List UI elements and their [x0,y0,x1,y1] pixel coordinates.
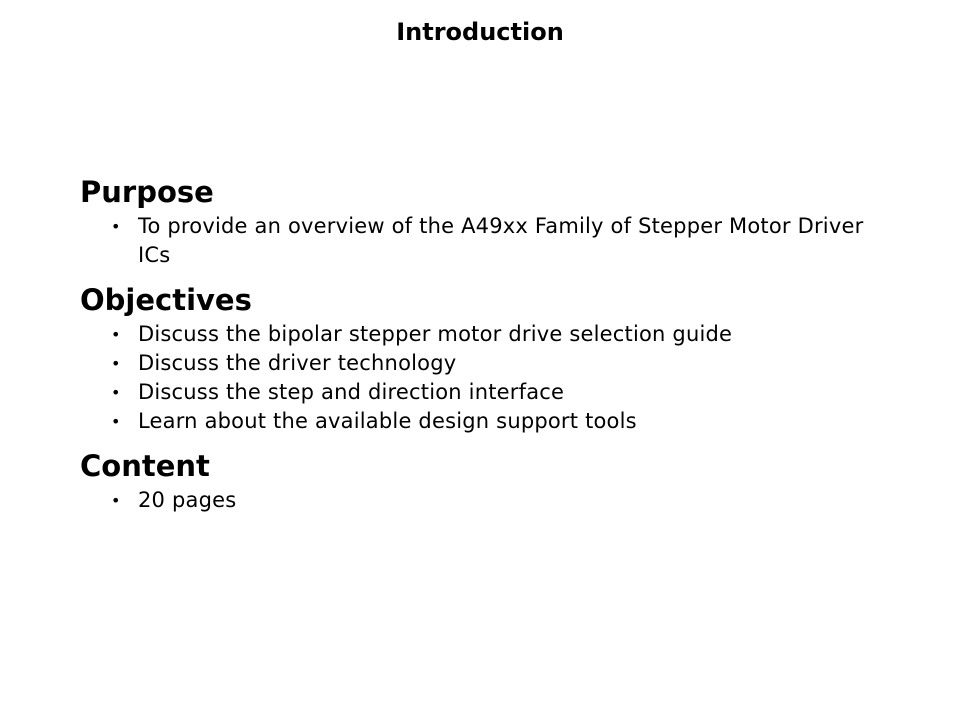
objectives-bullet-list [80,320,900,436]
bullet-icon: • [111,325,121,344]
list-item [80,486,900,515]
bullet-text: 20 pages [138,488,237,512]
section-heading-purpose: Purpose [80,175,214,209]
section-heading-content: Content [80,449,210,483]
list-item [80,349,900,378]
slide-title: Introduction [396,18,564,46]
list-item [80,378,900,407]
section-objectives [80,280,900,436]
list-item [80,407,900,436]
bullet-icon: • [111,217,121,236]
bullet-text: Learn about the available design support tools [138,409,637,433]
section-purpose [80,172,900,270]
bullet-icon: • [111,412,121,431]
list-item [80,212,900,270]
bullet-text: To provide an overview of the A49xx Family of Stepper Motor Driver ICs [138,214,864,267]
section-heading-objectives: Objectives [80,283,252,317]
section-content [80,446,900,515]
bullet-text: Discuss the step and direction interface [138,380,565,404]
bullet-text: Discuss the bipolar stepper motor drive selection guide [138,322,733,346]
bullet-icon: • [111,354,121,373]
bullet-icon: • [111,491,121,510]
bullet-icon: • [111,383,121,402]
list-item [80,320,900,349]
slide-content [80,172,900,525]
purpose-bullet-list [80,212,900,270]
bullet-text: Discuss the driver technology [138,351,457,375]
content-bullet-list [80,486,900,515]
